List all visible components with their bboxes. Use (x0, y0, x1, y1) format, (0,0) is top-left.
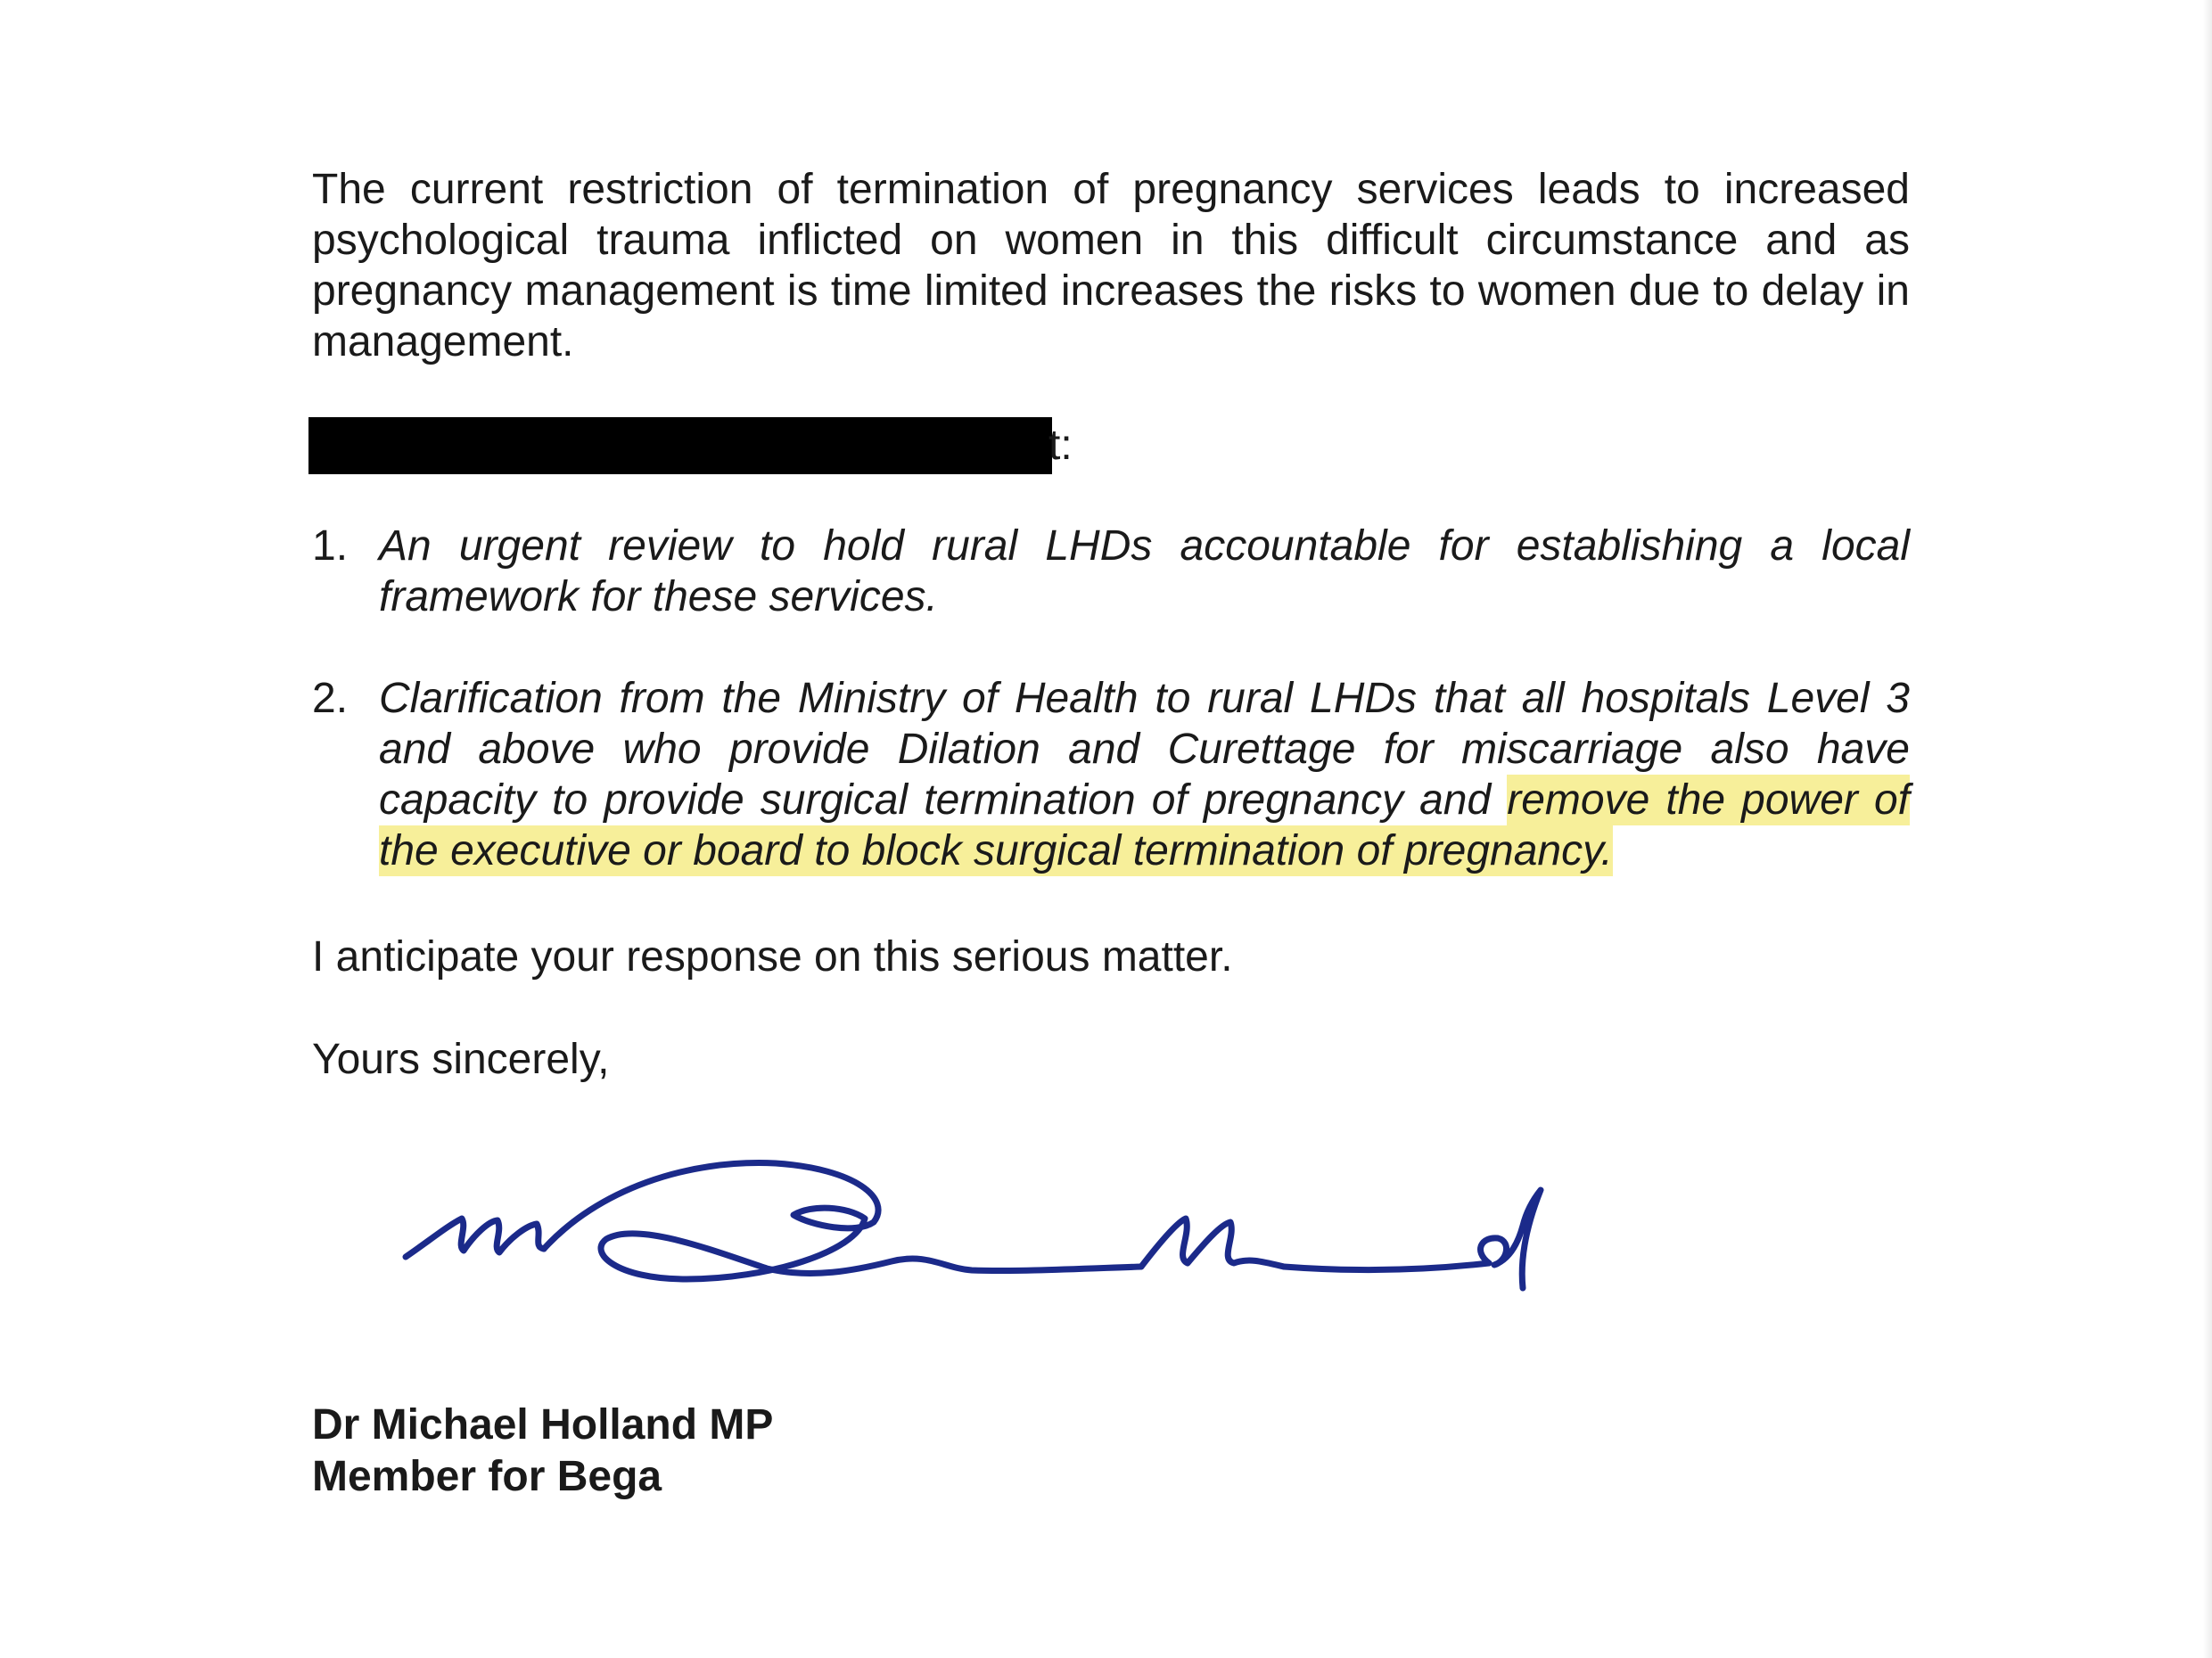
request-text (379, 673, 1910, 876)
request-text-body: An urgent review to hold rural LHDs accountable for establishing a local framework for these services. (379, 522, 1910, 620)
signatory-title: Member for Bega (312, 1453, 662, 1500)
signature-icon (392, 1137, 1649, 1315)
intro-paragraph: The current restriction of termination of pregnancy services leads to increased psychological trauma inflicted on women in this difficult circumstance and as pregnancy management is time limited increases the risks to women due to delay in management. (312, 166, 1910, 365)
closing-sentence: I anticipate your response on this serious matter. (312, 933, 1233, 981)
redacted-line-suffix: t: (1048, 422, 1073, 469)
highlighted-text: remove the power of the executive or board to block surgical termination of pregnancy. (379, 776, 1910, 874)
request-number: 2. (312, 675, 349, 722)
signature-block (312, 1399, 773, 1503)
request-text (379, 521, 1910, 622)
request-item-1 (312, 521, 1910, 622)
redacted-line (308, 417, 1200, 476)
request-item-2 (312, 673, 1910, 876)
signatory-name: Dr Michael Holland MP (312, 1401, 774, 1449)
salutation: Yours sincerely, (312, 1036, 610, 1083)
request-text-body: Clarification from the Ministry of Health to rural LHDs that all hospitals Level 3 and above who provide Dilation and Curettage for miscarriage also have capacity to provide surgical termination of pregnancy and (379, 675, 1910, 824)
requests-list (312, 521, 1910, 927)
page-edge-shadow (2203, 0, 2212, 1658)
request-number: 1. (312, 522, 349, 570)
redaction-bar (308, 417, 1052, 474)
